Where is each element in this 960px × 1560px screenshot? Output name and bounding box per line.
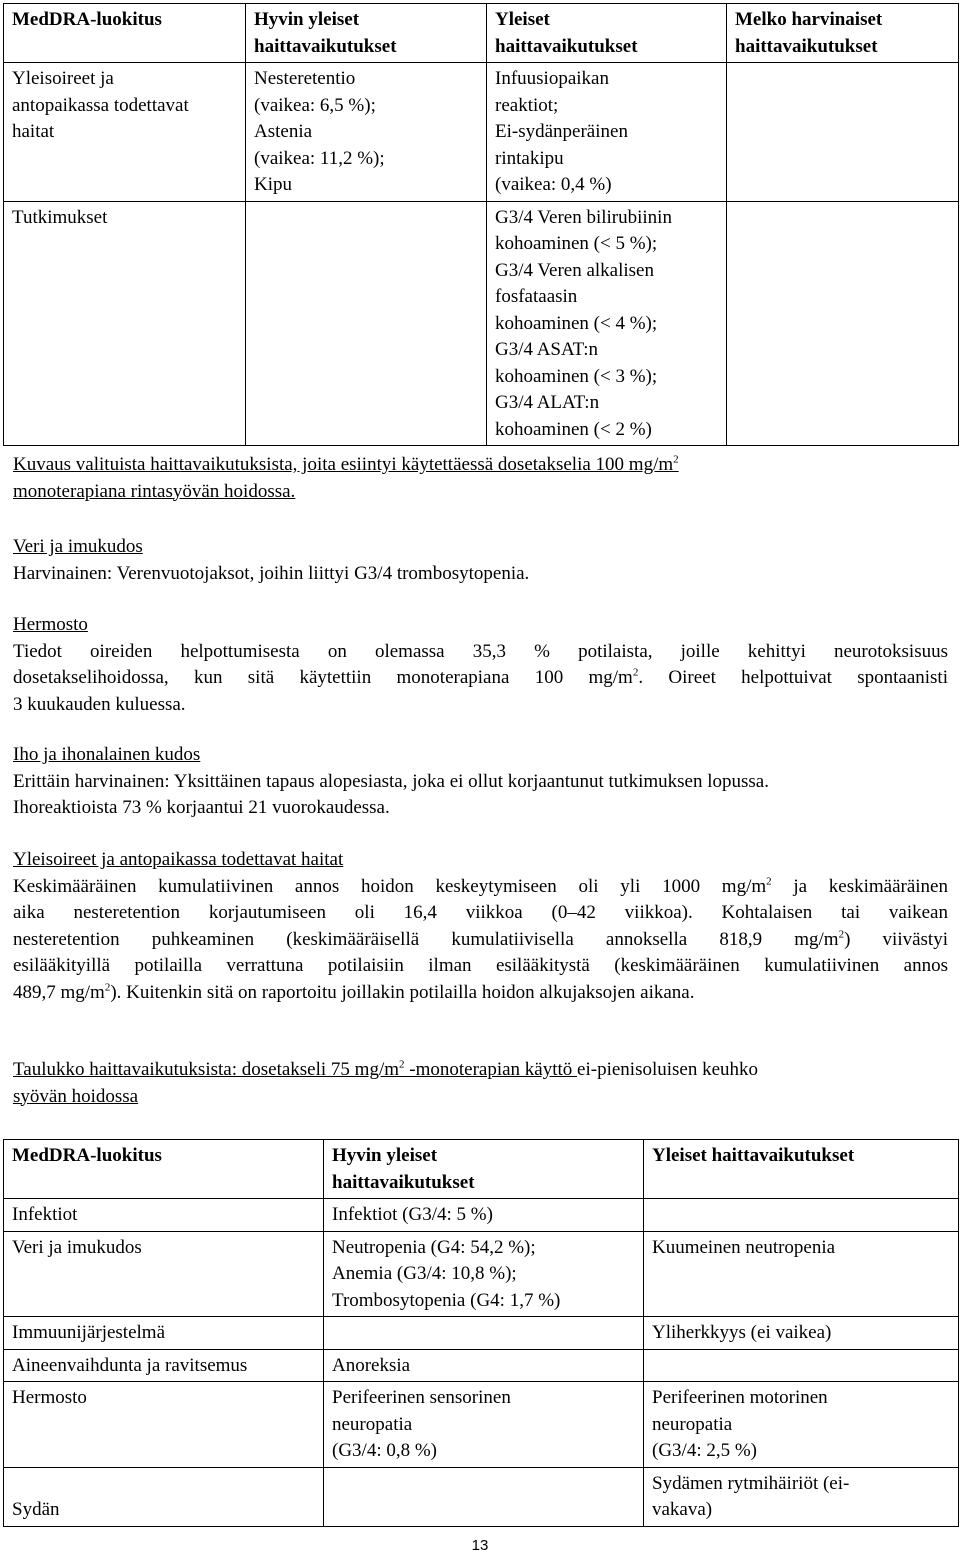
blood-section (13, 534, 948, 587)
common-cell: Sydämen rytmihäiriöt (ei- vakava) (644, 1467, 959, 1526)
common-cell (644, 1349, 959, 1382)
page-number: 13 (471, 1537, 489, 1554)
class-cell: Tutkimukset (4, 201, 246, 446)
common-cell (644, 1199, 959, 1232)
header-meddra-class: MedDRA-luokitus (4, 4, 246, 63)
section-heading: Yleisoireet ja antopaikassa todettavat haitat (13, 849, 344, 870)
common-cell: Infuusiopaikan reaktiot; Ei-sydänperäinen rintakipu (vaikea: 0,4 %) (487, 63, 727, 202)
table-row (4, 1467, 959, 1526)
common-cell: Yliherkkyys (ei vaikea) (644, 1317, 959, 1350)
section-heading: Iho ja ihonalainen kudos (13, 744, 201, 765)
table-header-row (4, 1140, 959, 1199)
class-cell: Aineenvaihdunta ja ravitsemus (4, 1349, 324, 1382)
section-line: Erittäin harvinainen: Yksittäinen tapaus alopesiasta, joka ei ollut korjaantunut tutkimuksen lopussa. (13, 770, 769, 792)
section-heading: Veri ja imukudos (13, 536, 143, 557)
section-text: Harvinainen: Verenvuotojaksot, joihin liittyi G3/4 trombosytopenia. (13, 562, 530, 584)
section-line: Keskimääräinen kumulatiivinen annos hoidon keskeytymiseen oli yli 1000 $mg/m^2$ ja keskimääräinen (13, 875, 948, 897)
table-row (4, 1382, 959, 1468)
intro-line-2: monoterapiana rintasyövän hoidossa. (13, 480, 296, 502)
very-common-cell: Perifeerinen sensorinen neuropatia (G3/4: 0,8 %) (324, 1382, 644, 1468)
section-line: Ihoreaktioista 73 % korjaantui 21 vuorokaudessa. (13, 797, 390, 818)
very-common-cell (324, 1317, 644, 1350)
table-header-row (4, 4, 959, 63)
header-uncommon: Melko harvinaiset haittavaikutukset (727, 4, 959, 63)
class-cell: Veri ja imukudos (4, 1231, 324, 1317)
header-very-common: Hyvin yleiset haittavaikutukset (246, 4, 487, 63)
skin-section (13, 742, 948, 822)
header-common: Yleiset haittavaikutukset (487, 4, 727, 63)
class-cell: Infektiot (4, 1199, 324, 1232)
very-common-cell: Nesteretentio (vaikea: 6,5 %); Astenia (vaikea: 11,2 %); Kipu (246, 63, 487, 202)
section-line: aika nesteretention korjautumiseen oli 16,4 viikkoa (0–42 viikkoa). Kohtalaisen tai vaikean (13, 902, 948, 923)
class-cell: Yleisoireet ja antopaikassa todettavat haitat (4, 63, 246, 202)
intro-line-1: Kuvaus valituista haittavaikutuksista, joita esiintyi käytettäessä dosetakselia 100 $mg/m^2$ (13, 453, 679, 475)
table-row (4, 1317, 959, 1350)
table-row (4, 201, 959, 446)
common-cell: Kuumeinen neutropenia (644, 1231, 959, 1317)
class-cell: Immuunijärjestelmä (4, 1317, 324, 1350)
table-row (4, 1199, 959, 1232)
very-common-cell: Neutropenia (G4: 54,2 %); Anemia (G3/4: 10,8 %); Trombosytopenia (G4: 1,7 %) (324, 1231, 644, 1317)
common-cell: Perifeerinen motorinen neuropatia (G3/4: 2,5 %) (644, 1382, 959, 1468)
general-section (13, 847, 948, 1006)
section-line: 489,7 $mg/m^2$). Kuitenkin sitä on raportoitu joillakin potilailla hoidon alkujaksojen aikana. (13, 981, 695, 1003)
section-line: esilääkityillä potilailla verrattuna potilaisiin ilman esilääkitystä (keskimääräinen kumulatiivinen annos (13, 955, 948, 976)
header-meddra-class: MedDRA-luokitus (4, 1140, 324, 1199)
section-line: Tiedot oireiden helpottumisesta on olemassa 35,3 % potilaista, joille kehittyi neurotoksisuus (13, 640, 948, 662)
nervous-section (13, 612, 948, 718)
uncommon-cell (727, 201, 959, 446)
section-line: nesteretention puhkeaminen (keskimääräisellä kumulatiivisella annoksella 818,9 $mg/m^2$) viivästyi (13, 928, 948, 950)
title-line-1: Taulukko haittavaikutuksista: dosetakseli 75 $mg/m^2$ -monoterapian käyttö ei-pienisoluisen keuhko (13, 1058, 759, 1080)
header-very-common: Hyvin yleiset haittavaikutukset (324, 1140, 644, 1199)
title-line-2: syövän hoidossa (13, 1085, 139, 1107)
section-heading: Hermosto (13, 614, 88, 635)
table2-title (13, 1057, 948, 1110)
class-cell: Hermosto (4, 1382, 324, 1468)
uncommon-cell (727, 63, 959, 202)
table-row (4, 63, 959, 202)
adverse-reactions-table-breast (3, 3, 959, 446)
adverse-reactions-table-nsclc (3, 1139, 959, 1527)
section-line: dosetakselihoidossa, kun sitä käytettiin monoterapiana 100 $mg/m^2$. Oireet helpottuivat spontaanisti (13, 666, 948, 688)
very-common-cell: Infektiot (G3/4: 5 %) (324, 1199, 644, 1232)
common-cell: G3/4 Veren bilirubiinin kohoaminen (< 5 %); G3/4 Veren alkalisen fosfataasin kohoaminen (< 4 %); G3/4 ASAT:n kohoaminen (< 3 %); G3/4 ALAT:n kohoaminen (< 2 %) (487, 201, 727, 446)
section-line: 3 kuukauden kuluessa. (13, 693, 186, 715)
table-row (4, 1349, 959, 1382)
table-row (4, 1231, 959, 1317)
class-cell: Sydän (4, 1467, 324, 1526)
very-common-cell (246, 201, 487, 446)
very-common-cell (324, 1467, 644, 1526)
selected-reactions-intro (13, 452, 948, 505)
very-common-cell: Anoreksia (324, 1349, 644, 1382)
header-common: Yleiset haittavaikutukset (644, 1140, 959, 1199)
